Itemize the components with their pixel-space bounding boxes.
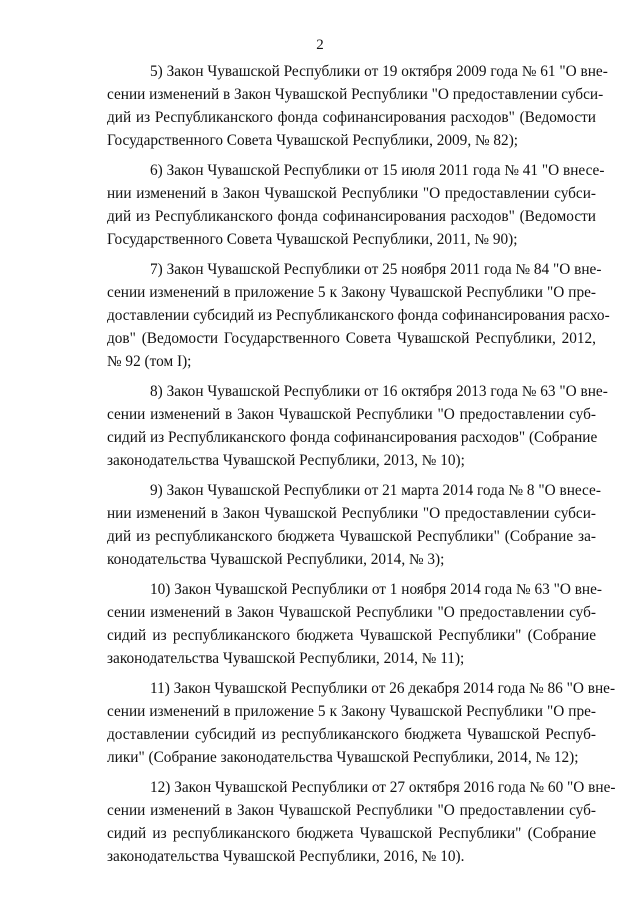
law-item-line: 12) Закон Чувашской Республики от 27 октября 2016 года № 60 "О вне-	[150, 779, 616, 796]
law-item-line: нии изменений в Закон Чувашской Республики "О предоставлении субси-	[107, 185, 596, 202]
law-item-line: 5) Закон Чувашской Республики от 19 октября 2009 года № 61 "О вне-	[150, 63, 608, 80]
law-item-line: сении изменений в Закон Чувашской Республики "О предоставлении субси-	[107, 86, 604, 103]
law-item-line: конодательства Чувашской Республики, 2014, № 3);	[107, 551, 445, 568]
law-item	[107, 380, 608, 472]
law-item-line: дий из Республиканского фонда софинансирования расходов" (Ведомости	[107, 208, 596, 225]
law-item	[107, 776, 616, 868]
page-number: 2	[316, 37, 324, 53]
law-item-line: дий из Республиканского фонда софинансирования расходов" (Ведомости	[107, 109, 596, 126]
law-item-line: сидий из республиканского бюджета Чувашской Республики" (Собрание	[107, 627, 596, 644]
law-item-line: 8) Закон Чувашской Республики от 16 октября 2013 года № 63 "О вне-	[150, 383, 608, 400]
law-item	[107, 60, 608, 152]
law-item-line: Государственного Совета Чувашской Республики, 2009, № 82);	[107, 132, 519, 149]
law-item-line: Государственного Совета Чувашской Республики, 2011, № 90);	[107, 231, 518, 248]
law-item-line: сидий из республиканского бюджета Чувашской Республики" (Собрание	[107, 825, 596, 842]
law-item	[107, 159, 605, 251]
law-item-line: доставлении субсидий из республиканского бюджета Чувашской Респуб-	[107, 726, 596, 743]
law-item-line: сении изменений в Закон Чувашской Республики "О предоставлении суб-	[107, 604, 596, 621]
law-item-line: сении изменений в Закон Чувашской Республики "О предоставлении суб-	[107, 406, 596, 423]
law-item-line: 9) Закон Чувашской Республики от 21 марта 2014 года № 8 "О внесе-	[150, 482, 601, 499]
law-item-line: сении изменений в приложение 5 к Закону Чувашской Республики "О пре-	[107, 703, 596, 720]
law-item-line: доставлении субсидий из Республиканского фонда софинансирования расхо-	[107, 307, 610, 324]
law-item	[107, 258, 610, 373]
law-item-line: сении изменений в Закон Чувашской Республики "О предоставлении суб-	[107, 802, 596, 819]
law-item-line: сидий из Республиканского фонда софинансирования расходов" (Собрание	[107, 429, 598, 446]
law-item-line: 11) Закон Чувашской Республики от 26 декабря 2014 года № 86 "О вне-	[150, 680, 616, 697]
law-item-line: нии изменений в Закон Чувашской Республики "О предоставлении субси-	[107, 505, 596, 522]
law-list	[107, 60, 616, 875]
law-item-line: дий из республиканского бюджета Чувашской Республики" (Собрание за-	[107, 528, 596, 545]
law-item-line: законодательства Чувашской Республики, 2013, № 10);	[107, 452, 465, 469]
law-item	[107, 479, 601, 571]
law-item	[107, 578, 602, 670]
law-item-line: № 92 (том I);	[107, 353, 192, 370]
law-item-line: законодательства Чувашской Республики, 2016, № 10).	[107, 848, 465, 865]
law-item-line: 10) Закон Чувашской Республики от 1 ноября 2014 года № 63 "О вне-	[150, 581, 602, 598]
law-item	[107, 677, 616, 769]
law-item-line: дов" (Ведомости Государственного Совета Чувашской Республики, 2012,	[107, 330, 596, 347]
law-item-line: 6) Закон Чувашской Республики от 15 июля 2011 года № 41 "О внесе-	[150, 162, 605, 179]
law-item-line: 7) Закон Чувашской Республики от 25 ноября 2011 года № 84 "О вне-	[150, 261, 602, 278]
law-item-line: лики" (Собрание законодательства Чувашской Республики, 2014, № 12);	[107, 749, 579, 766]
law-item-line: сении изменений в приложение 5 к Закону Чувашской Республики "О пре-	[107, 284, 596, 301]
law-item-line: законодательства Чувашской Республики, 2014, № 11);	[107, 650, 465, 667]
